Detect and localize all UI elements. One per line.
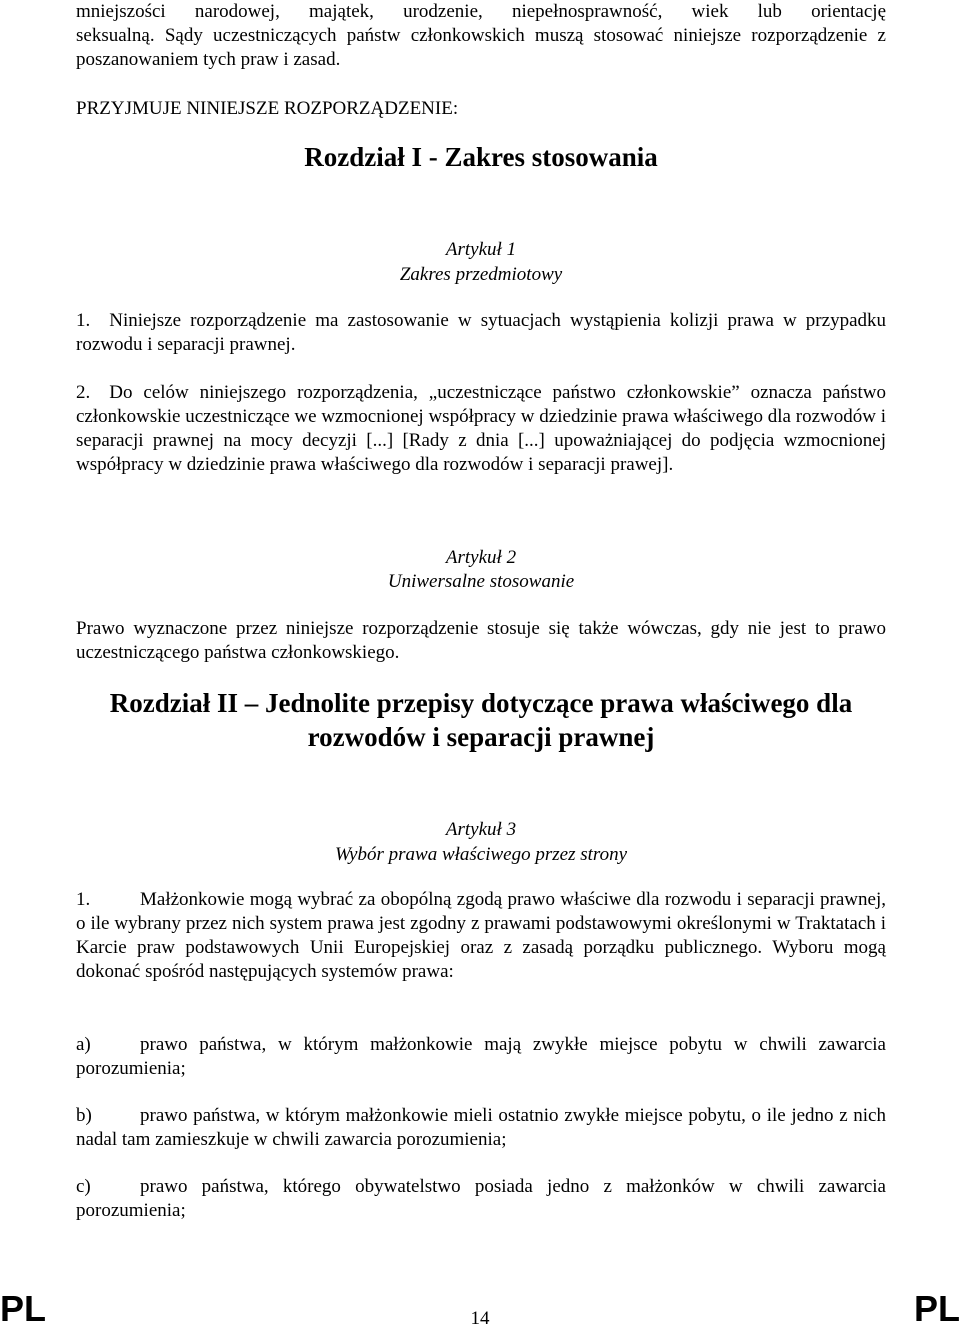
list-item <box>76 1033 886 1081</box>
article-1-title: Zakres przedmiotowy <box>399 264 563 285</box>
paragraph-text: Małżonkowie mogą wybrać za obopólną zgodą prawo właściwe dla rozwodu i separacji prawnej, o ile wybrany przez nich system prawa jest zgodny z prawami podstawowymi określonymi w Traktatach i Karcie praw podstawowych Unii Europejskiej oraz z zasadą porządku publicznego. Wyboru mogą dokonać spośród następujących systemów prawa: <box>76 889 886 982</box>
paragraph-number: 1. <box>76 889 91 910</box>
chapter-1-title: Rozdział I - Zakres stosowania <box>304 142 658 172</box>
paragraph-text: Do celów niniejszego rozporządzenia, „uczestniczące państwo członkowskie” oznacza państwo członkowskie uczestniczące we wzmocnionej współpracy w dziedzinie prawa właściwego dla rozwodów i separacji prawnej na mocy decyzji [...] [Rady z dnia [...] upoważniającej do podjęcia wzmocnionej współpracy w dziedzinie prawa właściwego dla rozwodów i separacji prawej]. <box>76 382 886 475</box>
preamble-text: PRZYJMUJE NINIEJSZE ROZPORZĄDZENIE: <box>76 98 459 119</box>
list-item-text: prawo państwa, w którym małżonkowie mieli ostatnio zwykłe miejsce pobytu, o ile jedno z nich nadal tam zamieszkuje w chwili zawarcia porozumienia; <box>76 1105 886 1150</box>
chapter-2-title-line-1: Rozdział II – Jednolite przepisy dotyczące prawa właściwego dla <box>109 688 853 718</box>
article-1-number: Artykuł 1 <box>445 239 517 260</box>
list-item-text: prawo państwa, w którym małżonkowie mają zwykłe miejsce pobytu w chwili zawarcia porozumienia; <box>76 1034 886 1079</box>
footer-language-mark-left: PL <box>0 1288 47 1329</box>
intro-paragraph <box>76 0 886 72</box>
intro-line-1: mniejszości narodowej, majątek, urodzenie, niepełnosprawność, wiek lub orientację <box>76 1 886 22</box>
article-2-paragraph: Prawo wyznaczone przez niniejsze rozporządzenie stosuje się także wówczas, gdy nie jest to prawo uczestniczącego państwa członkowskiego. <box>76 618 886 663</box>
article-2-title: Uniwersalne stosowanie <box>387 571 575 592</box>
article-3-title: Wybór prawa właściwego przez strony <box>334 844 628 865</box>
intro-rest: seksualną. Sądy uczestniczących państw członkowskich muszą stosować niniejsze rozporządzenie z poszanowaniem tych praw i zasad. <box>76 25 886 70</box>
chapter-2-title-line-2: rozwodów i separacji prawnej <box>307 722 655 752</box>
page-number: 14 <box>470 1308 490 1329</box>
list-item-label: c) <box>76 1176 91 1197</box>
paragraph-number: 1. <box>76 310 91 331</box>
paragraph-text: Niniejsze rozporządzenie ma zastosowanie w sytuacjach wystąpienia kolizji prawa w przypadku rozwodu i separacji prawnej. <box>76 310 886 355</box>
article-3-number: Artykuł 3 <box>445 819 517 840</box>
list-item-label: b) <box>76 1105 92 1126</box>
paragraph-number: 2. <box>76 382 91 403</box>
footer-language-mark-right: PL <box>913 1288 960 1329</box>
article-1-paragraph-2 <box>76 381 886 477</box>
list-item <box>76 1104 886 1152</box>
article-2-number: Artykuł 2 <box>445 547 517 568</box>
list-item-text: prawo państwa, którego obywatelstwo posiada jedno z małżonków w chwili zawarcia porozumienia; <box>76 1176 886 1221</box>
list-item <box>76 1175 886 1223</box>
list-item-label: a) <box>76 1034 91 1055</box>
article-1-paragraph-1 <box>76 309 886 357</box>
article-3-paragraph-1 <box>76 888 886 984</box>
